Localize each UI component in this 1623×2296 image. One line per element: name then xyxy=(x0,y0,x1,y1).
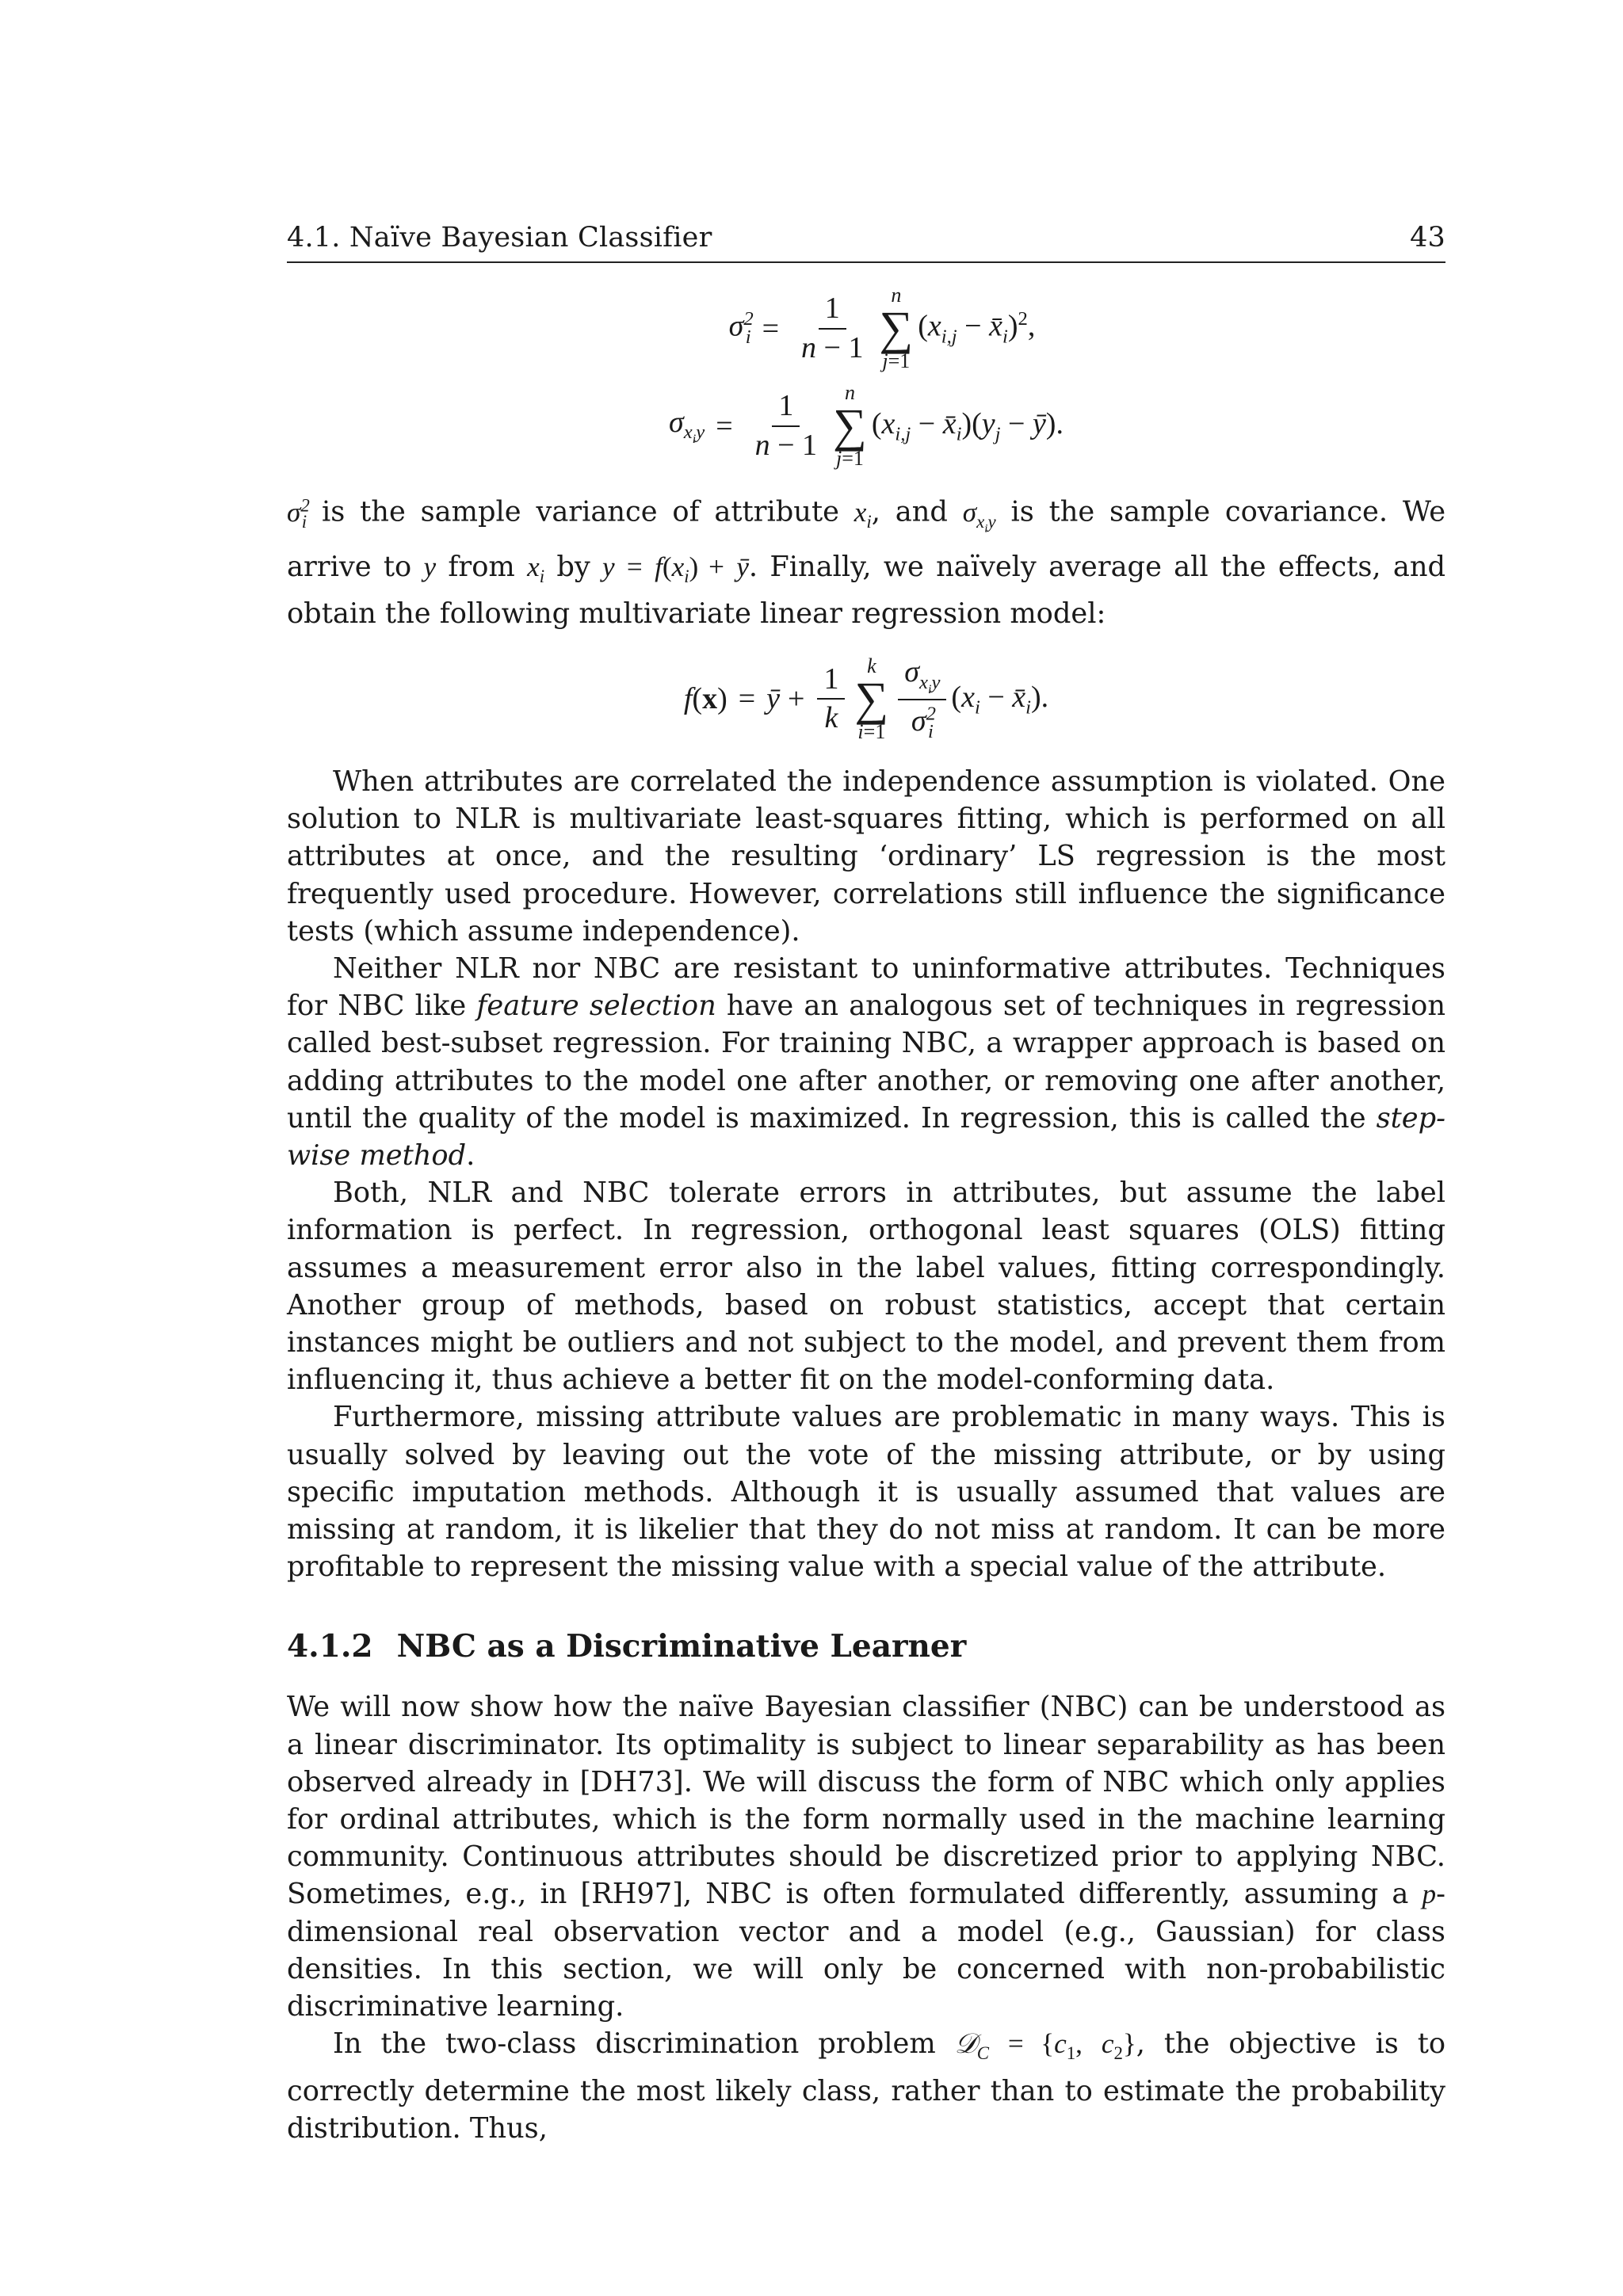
running-head xyxy=(287,222,1445,263)
paragraph-discriminative-learner: We will now show how the naïve Bayesian classifier (NBC) can be understood as a linear discriminator. Its optimality is subject to linear separability as has been observed already in [DH73]. We will discuss the form of NBC which only applies for ordinal attributes, which is the form normally used in the machine learning community. Continuous attributes should be discretized prior to applying NBC. Sometimes, e.g., in [RH97], NBC is often formulated differently, assuming a p-dimensional real observation vector and a model (e.g., Gaussian) for class densities. In this section, we will only be concerned with non-probabilistic discriminative learning. xyxy=(287,1691,1445,2023)
equation-variance: $\sigma^2_i$ = $\frac{1}{n - 1}$ n ∑ j=1 ($x_{i,j}$ − $x̄_i)^2$, xyxy=(728,284,1036,372)
paragraph-missing-values: Furthermore, missing attribute values are problematic in many ways. This is usually solved by leaving out the vote of the missing attribute, or by using specific imputation methods. Although it is usually assumed that values are missing at random, it is likelier that they do not miss at random. It can be more profitable to represent the missing value with a special value of the attribute. xyxy=(287,1401,1445,1584)
section-title: NBC as a Discriminative Learner xyxy=(396,1628,967,1665)
page-number: 43 xyxy=(1410,222,1445,254)
equation-covariance: $\sigma_{x_iy}$ = $\frac{1}{n - 1}$ n ∑ j=1 ($x_{i,j}$ − $x̄_i)(y_j$ − ȳ). xyxy=(669,381,1064,470)
equation-regression-model: f(x) = ȳ + $\frac{1}{k}$ k ∑ i=1 $\frac{\sigma_{x_iy}}{\sigma^2_i}$ ($x_i$ − $x̄_i$). xyxy=(683,654,1049,743)
page xyxy=(287,222,1445,2147)
paragraph-two-class-problem: In the two-class discrimination problem 𝒟$_C$ = {$c_1$, $c_2$}, the objective is to correctly determine the most likely class, rather than to estimate the probability distribution. Thus, xyxy=(287,2027,1446,2145)
running-head-section: 4.1. Naïve Bayesian Classifier xyxy=(287,222,712,254)
paragraph-variance-definition: $\sigma^2_i$ is the sample variance of attribute $x_i$, and $\sigma_{x_iy}$ is the sample covariance. We arrive to y from $x_i$ by $y = f(x_i)$ + ȳ. Finally, we naïvely average all the effects, and obtain the following multivariate linear regression model: xyxy=(287,495,1446,630)
section-heading xyxy=(287,1628,1445,1665)
paragraph-correlated-attributes: When attributes are correlated the independence assumption is violated. One solution to NLR is multivariate least-squares fitting, which is performed on all attributes at once, and the resulting ‘ordinary’ LS regression is the most frequently used procedure. However, correlations still influence the significance tests (which assume independence). xyxy=(287,765,1445,948)
paragraph-tolerate-errors: Both, NLR and NBC tolerate errors in attributes, but assume the label information is perfect. In regression, orthogonal least squares (OLS) fitting assumes a measurement error also in the label values, fitting correspondingly. Another group of methods, based on robust statistics, accept that certain instances might be outliers and not subject to the model, and prevent them from influencing it, thus achieve a better fit on the model-conforming data. xyxy=(287,1177,1445,1397)
paragraph-uninformative-attributes: Neither NLR nor NBC are resistant to uninformative attributes. Techniques for NBC like feature selection have an analogous set of techniques in regression called best-subset regression. For training NBC, a wrapper approach is based on adding attributes to the model one after another, or removing one after another, until the quality of the model is maximized. In regression, this is called the step-wise method. xyxy=(287,952,1445,1172)
section-number: 4.1.2 xyxy=(287,1628,373,1665)
